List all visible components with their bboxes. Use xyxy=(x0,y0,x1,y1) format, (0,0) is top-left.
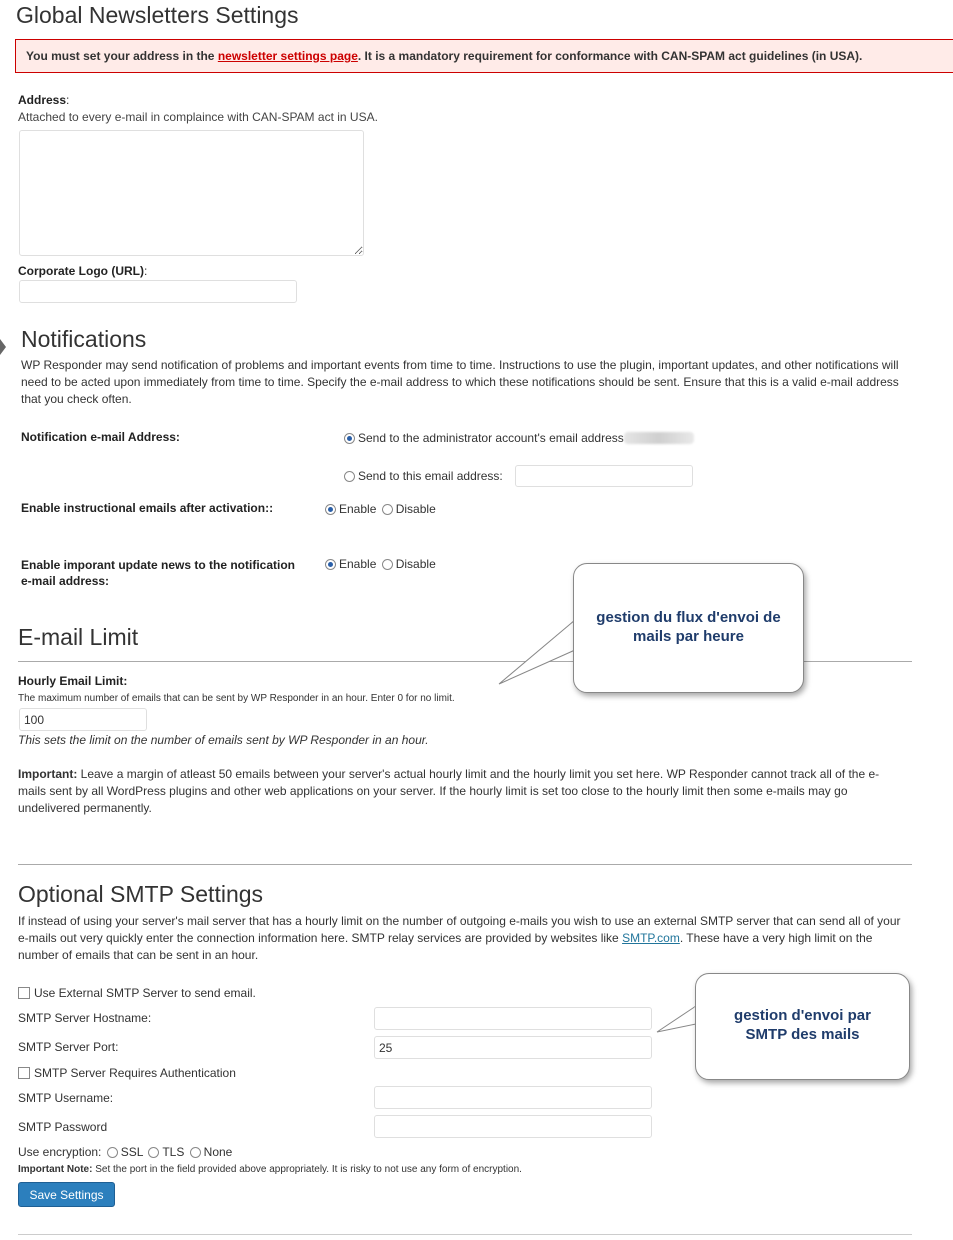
admin-email-radio[interactable] xyxy=(344,433,355,444)
update-news-label: Enable imporant update news to the notification e-mail address: xyxy=(21,558,296,588)
update-disable-radio[interactable] xyxy=(382,559,393,570)
redacted-email xyxy=(624,432,694,444)
hourly-limit-help: The maximum number of emails that can be sent by WP Responder in an hour. Enter 0 for no limit. xyxy=(18,693,455,704)
notification-email-label: Notification e-mail Address: xyxy=(21,430,180,444)
custom-email-input[interactable] xyxy=(515,465,693,487)
use-external-smtp-checkbox[interactable] xyxy=(18,987,30,999)
update-news-options: Enable Disable xyxy=(325,557,436,571)
hourly-limit-important: Important: Leave a margin of atleast 50 emails between your server's actual hourly limit and the hourly limit you set here. WP Responder cannot track all of the e-mails sent by all WordPress plugins and other web applications on your server. If the hourly limit is set too close to the hourly limit then some e-mails may go undelivered permanently. xyxy=(18,767,880,815)
address-help: Attached to every e-mail in complaince with CAN-SPAM act in USA. xyxy=(18,110,378,124)
address-label: Address: xyxy=(18,93,70,107)
divider xyxy=(18,864,912,865)
encryption-options: Use encryption: SSL TLS None xyxy=(18,1145,233,1159)
update-enable-radio[interactable] xyxy=(325,559,336,570)
smtp-username-input[interactable] xyxy=(374,1086,652,1109)
smtp-port-label: SMTP Server Port: xyxy=(18,1040,119,1054)
instructional-emails-label: Enable instructional emails after activation:: xyxy=(21,501,274,515)
use-external-smtp-option[interactable]: Use External SMTP Server to send email. xyxy=(18,986,256,1000)
collapse-arrow-icon[interactable] xyxy=(0,339,6,355)
hourly-limit-input[interactable] xyxy=(19,708,147,731)
error-message: You must set your address in the newsletter settings page. It is a mandatory requirement for conformance with CAN-SPAM act guidelines (in USA). xyxy=(26,49,863,63)
smtp-heading: Optional SMTP Settings xyxy=(18,881,264,907)
notifications-heading: Notifications xyxy=(21,326,147,352)
corporate-logo-input[interactable] xyxy=(19,280,297,303)
can-spam-error-notice xyxy=(15,39,953,73)
hourly-limit-note: This sets the limit on the number of emails sent by WP Responder in an hour. xyxy=(18,733,429,747)
instructional-disable-radio[interactable] xyxy=(382,504,393,515)
page-title: Global Newsletters Settings xyxy=(16,2,299,28)
email-limit-heading: E-mail Limit xyxy=(18,624,139,650)
smtp-com-link[interactable]: SMTP.com xyxy=(622,931,680,945)
smtp-description: If instead of using your server's mail server that has a hourly limit on the number of outgoing e-mails you wish to use an external SMTP server that can send all of your e-mails out very quickly enter the connection information here. SMTP relay services are provided by websites like SMTP.com. These have a very high limit on the number of emails that can be sent in an hour. xyxy=(18,914,901,962)
callout-smtp: gestion d'envoi par SMTP des mails xyxy=(695,973,910,1080)
encryption-ssl-radio[interactable] xyxy=(107,1147,118,1158)
address-textarea[interactable] xyxy=(19,130,364,256)
callout-pointer xyxy=(495,600,585,690)
smtp-username-label: SMTP Username: xyxy=(18,1091,114,1105)
corporate-logo-label: Corporate Logo (URL): xyxy=(18,264,148,278)
hourly-limit-label: Hourly Email Limit: xyxy=(18,674,128,688)
save-settings-button[interactable]: Save Settings xyxy=(18,1182,115,1207)
smtp-hostname-input[interactable] xyxy=(374,1007,652,1030)
encryption-note: Important Note: Set the port in the field provided above appropriately. It is risky to not use any form of encryption. xyxy=(18,1164,522,1175)
smtp-auth-option[interactable]: SMTP Server Requires Authentication xyxy=(18,1066,236,1080)
smtp-port-input[interactable] xyxy=(374,1036,652,1059)
custom-email-radio[interactable] xyxy=(344,471,355,482)
smtp-auth-checkbox[interactable] xyxy=(18,1067,30,1079)
callout-email-flux: gestion du flux d'envoi de mails par heure xyxy=(573,563,804,693)
smtp-password-input[interactable] xyxy=(374,1115,652,1138)
smtp-hostname-label: SMTP Server Hostname: xyxy=(18,1011,152,1025)
instructional-enable-radio[interactable] xyxy=(325,504,336,515)
encryption-tls-radio[interactable] xyxy=(148,1147,159,1158)
instructional-emails-options: Enable Disable xyxy=(325,502,436,516)
notifications-description: WP Responder may send notification of problems and important events from time to time. Instructions to use the plugin, important updates, and other notifications will need to be acted upon immediately from time to time. Specify the e-mail address to which these notifications should be sent. Ensure that this is a valid e-mail address that you check often. xyxy=(21,358,899,406)
option-admin-email[interactable]: Send to the administrator account's email address xyxy=(344,431,694,445)
smtp-password-label: SMTP Password xyxy=(18,1120,108,1134)
encryption-none-radio[interactable] xyxy=(190,1147,201,1158)
divider xyxy=(18,1234,912,1235)
option-custom-email[interactable]: Send to this email address: xyxy=(344,469,503,483)
newsletter-settings-link[interactable]: newsletter settings page xyxy=(217,49,358,63)
